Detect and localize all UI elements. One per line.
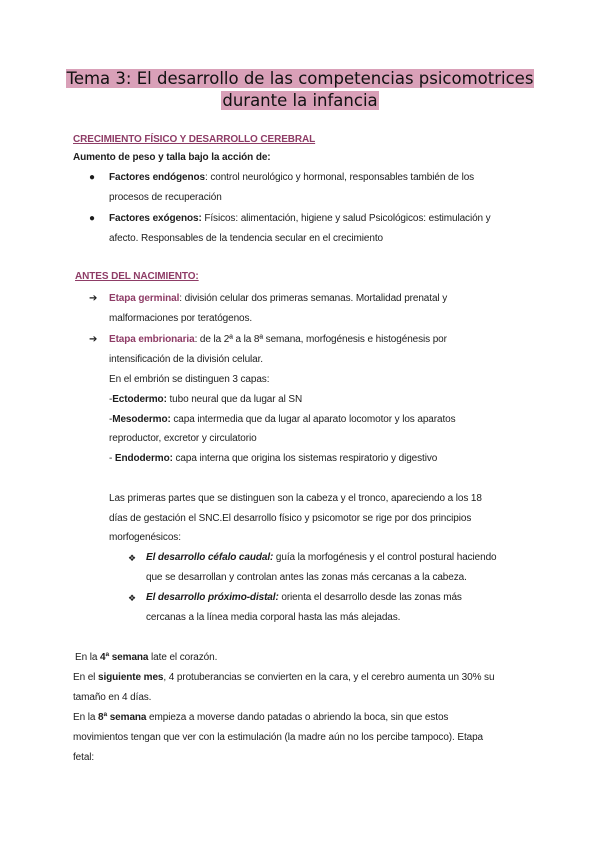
semana-8-bold: 8ª semana [97, 712, 147, 723]
intro-text: Aumento de peso y talla bajo la acción de: [73, 152, 271, 163]
principle-proximo-line-2: cercanas a la línea media corporal hasta las más alejadas. [146, 612, 401, 623]
page-title-line-1 [0, 68, 600, 90]
paragraph-line-1: Las primeras partes que se distinguen son la cabeza y el tronco, apareciendo a los 18 [109, 493, 482, 504]
principle-cefalo-text: guía la morfogénesis y el control postural haciendo [273, 552, 497, 563]
etapa-germinal-line-2: malformaciones por teratógenos. [109, 313, 253, 324]
principle-proximo-label: El desarrollo próximo-distal: [146, 592, 279, 603]
bullet-endogenos-text: : control neurológico y hormonal, responsables también de los [205, 172, 475, 183]
mesodermo-label: Mesodermo: [112, 414, 171, 425]
tamano-line: tamaño en 4 días. [73, 692, 152, 703]
endodermo-text: capa interna que origina los sistemas respiratorio y digestivo [172, 453, 438, 464]
ectodermo-prefix: - [109, 394, 113, 405]
endodermo-line [109, 452, 437, 466]
semana-8-pre: En la [73, 712, 98, 723]
etapa-embrionaria-line-2: intensificación de la división celular. [109, 354, 263, 365]
etapa-germinal-line-1 [109, 292, 447, 306]
diamond-bullet-icon: ❖ [128, 593, 137, 603]
diamond-bullet-icon: ❖ [128, 553, 137, 563]
mesodermo-prefix: - [109, 414, 113, 425]
siguiente-mes-bold: siguiente mes [97, 672, 164, 683]
etapa-embrionaria-text: : de la 2ª a la 8ª semana, morfogénesis e histogénesis por [194, 334, 447, 345]
bullet-endogenos-line-1 [109, 171, 474, 185]
arrow-right-icon: ➔ [89, 334, 98, 345]
bullet-exogenos-text: Físicos: alimentación, higiene y salud Psicológicos: estimulación y [201, 213, 491, 224]
arrow-right-icon: ➔ [89, 293, 98, 304]
mesodermo-text: capa intermedia que da lugar al aparato locomotor y los aparatos [170, 414, 456, 425]
ectodermo-line [109, 393, 302, 407]
bullet-endogenos-label: Factores endógenos [109, 172, 205, 183]
semana-8-line [73, 711, 448, 725]
ectodermo-label: Ectodermo: [112, 394, 167, 405]
principle-cefalo-line-2: que se desarrollan y controlan antes las zonas más cercanas a la cabeza. [146, 572, 467, 583]
principle-proximo-text: orienta el desarrollo desde las zonas más [278, 592, 462, 603]
semana-4-line [75, 651, 217, 665]
capas-intro: En el embrión se distinguen 3 capas: [109, 374, 270, 385]
bullet-exogenos-line-2: afecto. Responsables de la tendencia secular en el crecimiento [109, 233, 383, 244]
principle-cefalo-line-1 [146, 551, 497, 565]
paragraph-line-2: días de gestación el SNC.El desarrollo físico y psicomotor se rige por dos principios [109, 513, 472, 524]
siguiente-mes-post: , 4 protuberancias se convierten en la cara, y el cerebro aumenta un 30% su [163, 672, 495, 683]
semana-4-post: late el corazón. [148, 652, 218, 663]
etapa-embrionaria-line-1 [109, 333, 447, 347]
ectodermo-text: tubo neural que da lugar al SN [166, 394, 303, 405]
bullet-icon: ● [89, 172, 96, 183]
title-highlight-2: durante la infancia [222, 91, 378, 110]
etapa-fetal-line: fetal: [73, 752, 95, 763]
semana-8-post: empieza a moverse dando patadas o abriendo la boca, sin que estos [146, 712, 449, 723]
etapa-germinal-label: Etapa germinal [109, 293, 180, 304]
principle-cefalo-label: El desarrollo céfalo caudal: [146, 552, 274, 563]
mesodermo-line-2: reproductor, excretor y circulatorio [109, 433, 257, 444]
siguiente-mes-pre: En el [73, 672, 98, 683]
endodermo-prefix: - [109, 453, 115, 464]
section-heading-antes-nacimiento: ANTES DEL NACIMIENTO: [75, 271, 199, 282]
semana-4-pre: En la [75, 652, 100, 663]
mesodermo-line-1 [109, 413, 456, 427]
principle-proximo-line-1 [146, 591, 462, 605]
movimientos-line: movimientos tengan que ver con la estimulación (la madre aún no los percibe tampoco). Etapa [73, 732, 484, 743]
paragraph-line-3: morfogenésicos: [109, 532, 181, 543]
etapa-embrionaria-label: Etapa embrionaria [109, 334, 195, 345]
bullet-icon: ● [89, 213, 96, 224]
etapa-germinal-text: : división celular dos primeras semanas. Mortalidad prenatal y [179, 293, 448, 304]
page-title-line-2 [0, 90, 600, 112]
section-heading-crecimiento: CRECIMIENTO FÍSICO Y DESARROLLO CEREBRAL [73, 134, 316, 145]
siguiente-mes-line [73, 671, 494, 685]
endodermo-label: Endodermo: [114, 453, 173, 464]
bullet-exogenos-label: Factores exógenos: [109, 213, 202, 224]
bullet-endogenos-line-2: procesos de recuperación [109, 192, 222, 203]
title-highlight-1: Tema 3: El desarrollo de las competencias psicomotrices [66, 69, 534, 88]
bullet-exogenos-line-1 [109, 212, 491, 226]
semana-4-bold: 4ª semana [99, 652, 149, 663]
